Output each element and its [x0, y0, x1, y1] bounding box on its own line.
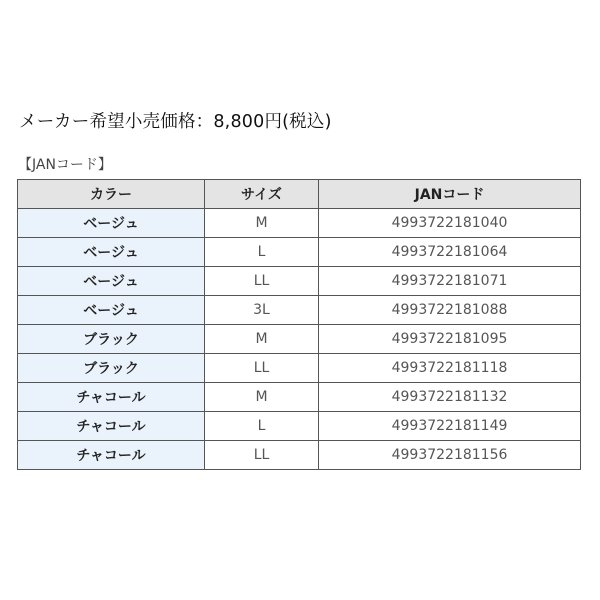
table-row [18, 267, 581, 296]
table-row [18, 325, 581, 354]
jan-cell: 4993722181064 [319, 238, 581, 267]
table-row [18, 412, 581, 441]
table-row [18, 209, 581, 238]
color-cell: チャコール [18, 412, 205, 441]
size-cell: LL [205, 441, 319, 470]
jan-cell: 4993722181040 [319, 209, 581, 238]
jan-cell: 4993722181132 [319, 383, 581, 412]
size-cell: LL [205, 267, 319, 296]
color-cell: ブラック [18, 354, 205, 383]
header-size: サイズ [205, 180, 319, 209]
table-row [18, 383, 581, 412]
jan-cell: 4993722181149 [319, 412, 581, 441]
table-row [18, 354, 581, 383]
jan-cell: 4993722181088 [319, 296, 581, 325]
jan-code-table [17, 179, 581, 470]
color-cell: ベージュ [18, 238, 205, 267]
header-color: カラー [18, 180, 205, 209]
color-cell: ベージュ [18, 267, 205, 296]
jan-cell: 4993722181071 [319, 267, 581, 296]
size-cell: L [205, 412, 319, 441]
table-row [18, 238, 581, 267]
size-cell: L [205, 238, 319, 267]
color-cell: ベージュ [18, 209, 205, 238]
jan-cell: 4993722181118 [319, 354, 581, 383]
color-cell: ブラック [18, 325, 205, 354]
jan-cell: 4993722181095 [319, 325, 581, 354]
retail-price-text: メーカー希望小売価格：8,800円(税込) [19, 112, 332, 132]
size-cell: 3L [205, 296, 319, 325]
table-row [18, 296, 581, 325]
jan-cell: 4993722181156 [319, 441, 581, 470]
jan-code-section-label: 【JANコード】 [18, 157, 112, 173]
color-cell: チャコール [18, 383, 205, 412]
size-cell: LL [205, 354, 319, 383]
color-cell: チャコール [18, 441, 205, 470]
size-cell: M [205, 209, 319, 238]
table-row [18, 441, 581, 470]
color-cell: ベージュ [18, 296, 205, 325]
size-cell: M [205, 325, 319, 354]
table-header-row [18, 180, 581, 209]
size-cell: M [205, 383, 319, 412]
header-jan: JANコード [319, 180, 581, 209]
